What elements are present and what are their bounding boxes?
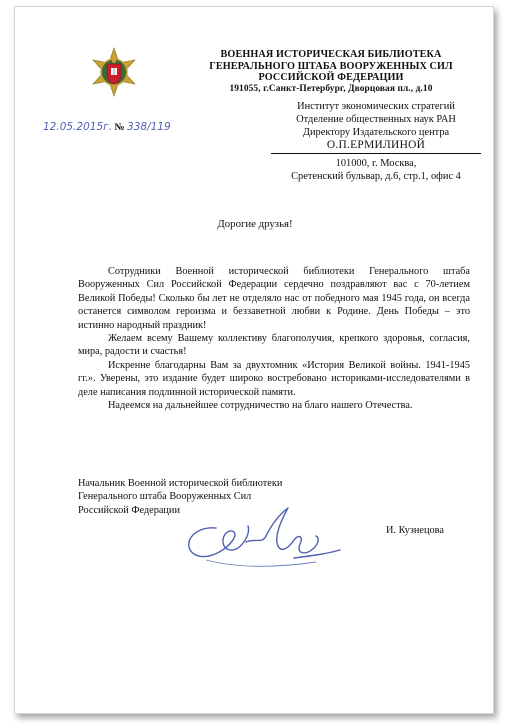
recipient-block [271, 100, 481, 183]
registration-number: 338/119 [127, 121, 171, 133]
body-paragraph: Надеемся на дальнейшее сотрудничество на благо нашего Отечества. [108, 400, 413, 412]
recipient-address-1: 101000, г. Москва, [335, 158, 417, 169]
signature-title-line-3: Российской Федерации [78, 504, 180, 516]
registration-date: 12.05.2015г. [43, 121, 112, 133]
body-paragraph: Желаем всему Вашему коллективу благополучия, крепкого здоровья, согласия, мира, радости и счастья! [78, 333, 470, 358]
recipient-name: О.П.ЕРМИЛИНОЙ [326, 139, 426, 151]
institution-header [193, 49, 469, 95]
signer-name: И. Кузнецова [386, 525, 444, 536]
body-paragraph: Искренне благодарны Вам за двухтомник «История Великой войны. 1941-1945 гг.». Уверены, это издание будет широко востребовано историками-исследователями в деле написания подлинной исторической памяти. [78, 359, 470, 398]
greeting: Дорогие друзья! [217, 218, 293, 230]
signature-title-line-1: Начальник Военной исторической библиотеки [78, 478, 283, 489]
header-address: 191055, г.Санкт-Петербург, Дворцовая пл., д.10 [229, 83, 433, 94]
library-emblem-icon [91, 47, 137, 97]
registration-line [43, 121, 171, 133]
recipient-divider [271, 153, 481, 154]
recipient-org-2: Отделение общественных наук РАН [296, 114, 456, 125]
signature-title-line-2: Генерального штаба Вооруженных Сил [78, 491, 252, 503]
recipient-position: Директору Издательского центра [302, 127, 450, 138]
header-line-2: ГЕНЕРАЛЬНОГО ШТАБА ВООРУЖЕННЫХ СИЛ [209, 60, 453, 72]
body-paragraph: Сотрудники Военной исторической библиотеки Генерального штаба Вооруженных Сил Российской Федерации сердечно поздравляют вас с 70-летием Великой Победы! Сколько бы лет не отделяло нас от победного мая 1945 года, он всегда останется символом героизма и беззаветной любви к Родине. День Победы – это истинно народный праздник! [78, 266, 470, 331]
recipient-address-2: Сретенский бульвар, д.6, стр.1, офис 4 [291, 171, 461, 182]
header-line-1: ВОЕННАЯ ИСТОРИЧЕСКАЯ БИБЛИОТЕКА [220, 49, 442, 60]
letter-body [78, 265, 470, 412]
recipient-org-1: Институт экономических стратегий [297, 101, 455, 112]
number-sign: № [114, 122, 125, 133]
header-line-3: РОССИЙСКОЙ ФЕДЕРАЦИИ [258, 72, 404, 83]
handwritten-signature [176, 498, 356, 578]
